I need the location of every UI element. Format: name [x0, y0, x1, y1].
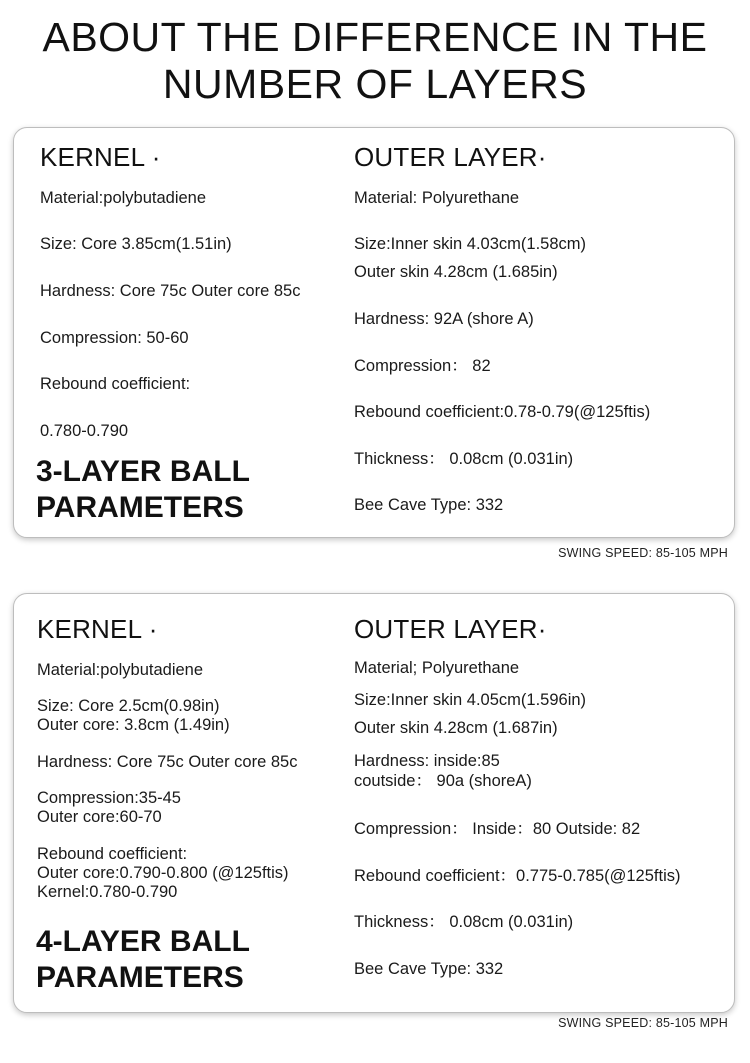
params-title	[36, 454, 250, 526]
outer-layer-heading: OUTER LAYER·	[354, 614, 547, 644]
kernel-hardness: Hardness: Core 75c Outer core 85c	[40, 282, 301, 300]
page-title-line-1: ABOUT THE DIFFERENCE IN THE	[42, 14, 708, 60]
outer-layer-heading: OUTER LAYER·	[354, 142, 547, 172]
three-layer-card	[13, 127, 735, 538]
outer-bee-cave: Bee Cave Type: 332	[354, 960, 504, 978]
outer-size-inner: Size:Inner skin 4.05cm(1.596in)	[354, 691, 587, 709]
params-title	[36, 924, 250, 996]
page-title-line-2: NUMBER OF LAYERS	[162, 61, 588, 107]
kernel-rebound-outer-core: Outer core:0.790-0.800 (@125ftis)	[37, 864, 289, 882]
kernel-rebound-kernel: Kernel:0.780-0.790	[37, 883, 178, 901]
kernel-compression-outer-core: Outer core:60-70	[37, 808, 162, 826]
outer-hardness-inside: Hardness: inside:85	[354, 752, 500, 770]
kernel-size: Size: Core 3.85cm(1.51in)	[40, 235, 232, 253]
params-title-line-2: PARAMETERS	[36, 491, 244, 524]
outer-material: Material; Polyurethane	[354, 659, 520, 677]
kernel-material: Material:polybutadiene	[40, 189, 207, 207]
outer-size-outer: Outer skin 4.28cm (1.685in)	[354, 263, 558, 281]
outer-compression: Compression： 82	[354, 357, 491, 375]
outer-rebound: Rebound coefficient:0.78-0.79(@125ftis)	[354, 403, 651, 421]
params-title-line-1: 4-LAYER BALL	[36, 925, 250, 958]
outer-rebound: Rebound coefficient：0.775-0.785(@125ftis)	[354, 867, 681, 885]
params-title-line-2: PARAMETERS	[36, 961, 244, 994]
outer-size-outer: Outer skin 4.28cm (1.687in)	[354, 719, 558, 737]
kernel-rebound-label: Rebound coefficient:	[40, 375, 191, 393]
kernel-size-core: Size: Core 2.5cm(0.98in)	[37, 697, 220, 715]
params-title-line-1: 3-LAYER BALL	[36, 455, 250, 488]
swing-speed-label: SWING SPEED: 85-105 MPH	[558, 1016, 728, 1030]
kernel-size-outer-core: Outer core: 3.8cm (1.49in)	[37, 716, 230, 734]
swing-speed-label: SWING SPEED: 85-105 MPH	[558, 546, 728, 560]
kernel-heading: KERNEL ·	[40, 142, 161, 172]
four-layer-card	[13, 593, 735, 1013]
kernel-hardness: Hardness: Core 75c Outer core 85c	[37, 753, 298, 771]
outer-thickness: Thickness： 0.08cm (0.031in)	[354, 913, 574, 931]
page-title	[0, 14, 750, 108]
kernel-rebound-label: Rebound coefficient:	[37, 845, 188, 863]
kernel-compression: Compression: 50-60	[40, 329, 189, 347]
kernel-material: Material:polybutadiene	[37, 661, 204, 679]
kernel-rebound-value: 0.780-0.790	[40, 422, 129, 440]
outer-hardness-outside: coutside： 90a (shoreA)	[354, 772, 532, 790]
outer-bee-cave: Bee Cave Type: 332	[354, 496, 504, 514]
outer-size-inner: Size:Inner skin 4.03cm(1.58cm)	[354, 235, 587, 253]
outer-hardness: Hardness: 92A (shore A)	[354, 310, 534, 328]
kernel-heading: KERNEL ·	[37, 614, 158, 644]
outer-compression: Compression： Inside：80 Outside: 82	[354, 820, 641, 838]
outer-thickness: Thickness： 0.08cm (0.031in)	[354, 450, 574, 468]
outer-material: Material: Polyurethane	[354, 189, 520, 207]
kernel-compression-core: Compression:35-45	[37, 789, 181, 807]
